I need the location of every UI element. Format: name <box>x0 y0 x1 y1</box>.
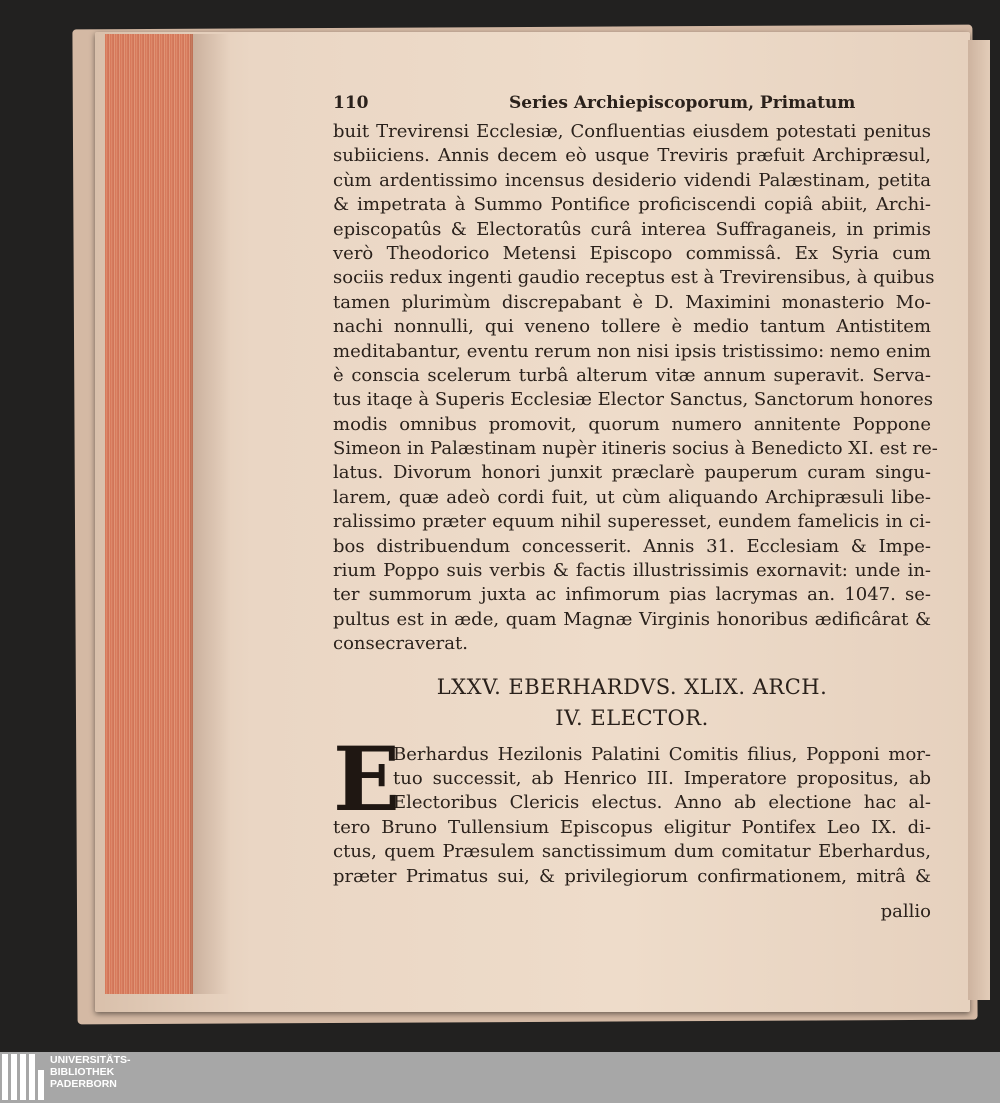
text-line: larem, quæ adeò cordi fuit, ut cùm aliquando Archipræsuli libe- <box>333 486 931 508</box>
paragraph-2 <box>333 726 931 889</box>
page-right-edge <box>968 40 990 1000</box>
text-line: pultus est in æde, quam Magnæ Virginis honoribus ædificârat & <box>333 608 931 630</box>
text-line: tus itaqe à Superis Ecclesiæ Elector Sanctus, Sanctorum honores <box>333 389 934 411</box>
text-line: ctus, quem Præsulem sanctissimum dum comitatur Eberhardus, <box>333 841 931 863</box>
section-subheading: IV. ELECTOR. <box>555 705 709 730</box>
text-line: tuo successit, ab Henrico III. Imperatore propositus, ab <box>393 767 931 789</box>
library-logo-icon <box>2 1054 44 1100</box>
text-line: Berhardus Hezilonis Palatini Comitis filius, Popponi mor- <box>393 743 931 765</box>
footer-bar <box>0 1052 1000 1103</box>
running-head <box>333 90 931 120</box>
page-edges-red <box>105 34 193 994</box>
text-line: nachi nonnulli, qui veneno tollere è medio tantum Antistitem <box>333 316 931 338</box>
text-line: sociis redux ingenti gaudio receptus est à Trevirensibus, à quibus <box>333 267 935 289</box>
text-line: ter summorum juxta ac infimorum pias lacrymas an. 1047. se- <box>333 584 931 606</box>
text-line: meditabantur, eventu rerum non nisi ipsis tristissimo: nemo enim <box>333 340 931 362</box>
text-line: episcopatûs & Electoratûs curâ interea Suffraganeis, in primis <box>333 218 931 240</box>
text-line: è conscia scelerum turbâ alterum vitæ annum superavit. Serva- <box>333 364 931 386</box>
text-line: præter Primatus sui, & privilegiorum confirmationem, mitrâ & <box>333 865 931 887</box>
text-line: rium Poppo suis verbis & factis illustrissimis exornavit: unde in- <box>333 560 931 582</box>
logo-line: PADERBORN <box>50 1078 117 1090</box>
text-line: & impetrata à Summo Pontifice proficiscendi copiâ abiit, Archi- <box>333 194 931 216</box>
text-line: latus. Divorum honori junxit præclarè pauperum curam singu- <box>333 462 931 484</box>
running-title: Series Archiepiscoporum, Primatum <box>509 93 856 113</box>
text-line: Electoribus Clericis electus. Anno ab electione hac al- <box>393 792 931 814</box>
page-text <box>333 90 938 922</box>
section-heading: LXXV. EBERHARDVS. XLIX. ARCH. <box>436 674 828 699</box>
text-line: ralissimo præter equum nihil superesset, eundem famelicis in ci- <box>333 511 931 533</box>
text-line: cùm ardentissimo incensus desiderio videndi Palæstinam, petita <box>333 169 931 191</box>
text-line: modis omnibus promovit, quorum numero annitente Poppone <box>333 413 931 435</box>
text-line: tamen plurimùm discrepabant è D. Maximini monasterio Mo- <box>333 291 931 313</box>
drop-cap: E <box>333 726 401 831</box>
catchword: pallio <box>880 900 931 922</box>
page-number: 110 <box>333 93 369 113</box>
text-line: bos distribuendum concesserit. Annis 31. Ecclesiam & Impe- <box>333 535 931 557</box>
logo-line: UNIVERSITÄTS- <box>50 1054 131 1066</box>
text-line: verò Theodorico Metensi Episcopo commissâ. Ex Syria cum <box>333 242 931 264</box>
text-line: subiiciens. Annis decem eò usque Treviris præfuit Archipræsul, <box>333 145 931 167</box>
gutter-shadow <box>190 34 230 994</box>
text-line: Simeon in Palæstinam nupèr itineris socius à Benedicto XI. est re- <box>333 438 938 460</box>
paragraph-1 <box>333 120 938 657</box>
text-line: buit Trevirensi Ecclesiæ, Confluentias eiusdem potestati penitus <box>333 121 931 142</box>
library-logo-text <box>50 1052 131 1090</box>
text-line: consecraverat. <box>333 633 468 655</box>
text-line: tero Bruno Tullensium Episcopus eligitur Pontifex Leo IX. di- <box>333 816 931 838</box>
logo-line: BIBLIOTHEK <box>50 1066 115 1078</box>
